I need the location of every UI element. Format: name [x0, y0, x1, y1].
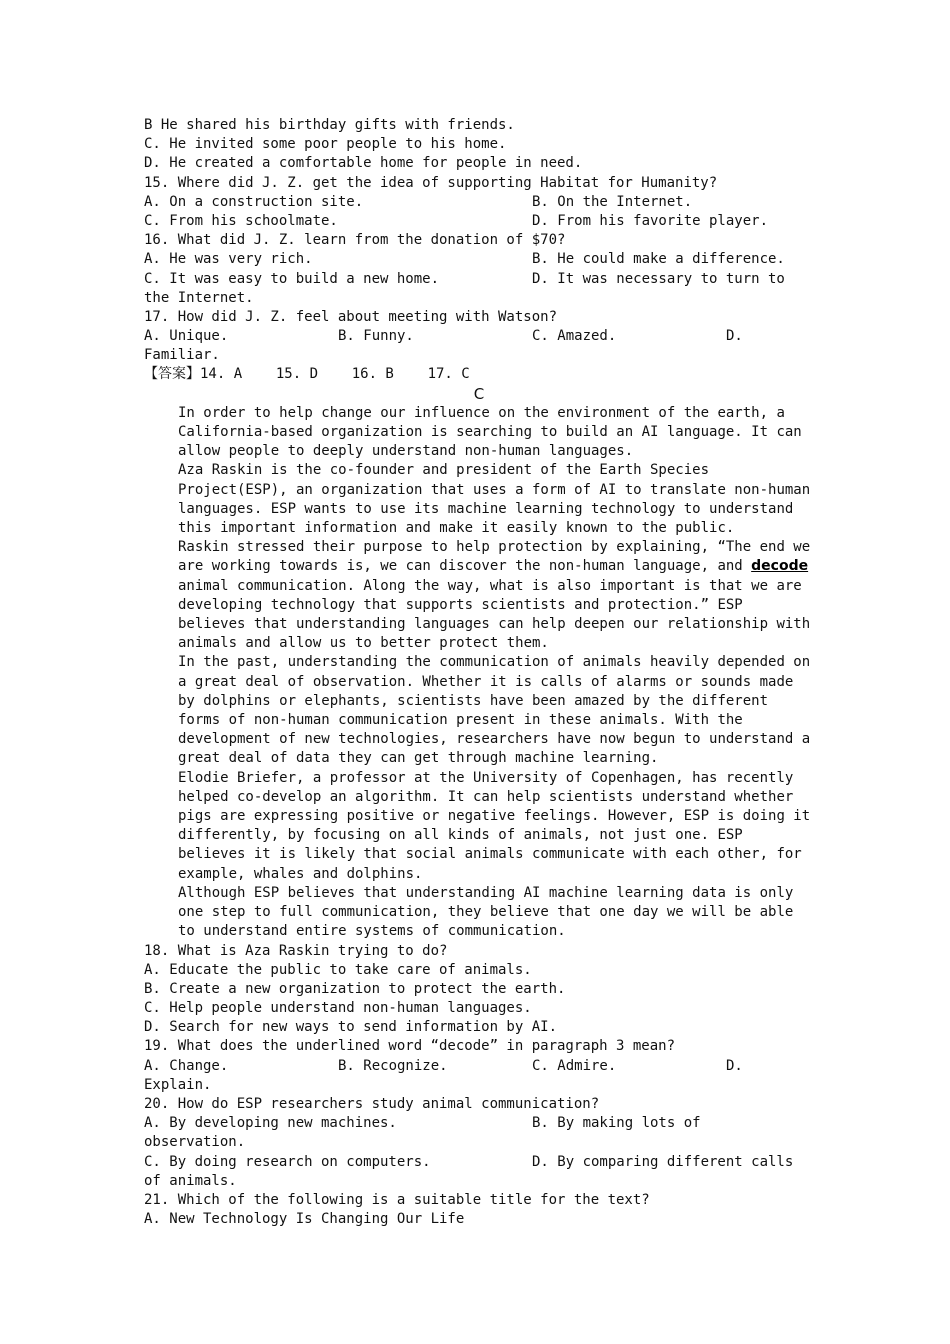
q20-options-row-2 [144, 1153, 814, 1172]
q17-option-b: B. Funny. [338, 328, 414, 345]
passage-paragraph-2: Aza Raskin is the co-founder and president of the Earth Species Project(ESP), an organization that uses a form of AI to translate non-human languages. ESP wants to use its machine learning technology to understand this important information and make it easily known to the public. [178, 462, 811, 537]
q18-option-d: D. Search for new ways to send information by AI. [144, 1019, 558, 1036]
q18-option-b: B. Create a new organization to protect the earth. [144, 980, 566, 997]
passage-paragraph-3 [144, 538, 814, 653]
q20-options-row-1 [144, 1114, 814, 1133]
passage-paragraph-4: In the past, understanding the communication of animals heavily depended on a great deal of observation. Whether it is calls of alarms or sounds made by dolphins or elephants, scientists have been amazed by the different forms of non-human communication present in these animals. With the development of new technologies, researchers have now begun to understand a great deal of data they can get through machine learning. [178, 654, 811, 767]
passage-paragraph-5: Elodie Briefer, a professor at the University of Copenhagen, has recently helped co-develop an algorithm. It can help scientists understand whether pigs are expressing positive or negative feelings. However, ESP is doing it differently, by focusing on all kinds of animals, not just one. ESP believes it is likely that social animals communicate with each other, for example, whales and dolphins. [178, 769, 811, 882]
q15-stem: 15. Where did J. Z. get the idea of supporting Habitat for Humanity? [144, 174, 718, 191]
q19-option-d: D. [726, 1057, 743, 1074]
passage-paragraph-1: In order to help change our influence on the environment of the earth, a California-based organization is searching to build an AI language. It can allow people to deeply understand non-human languages. [178, 404, 802, 460]
q16-option-d-continued: the Internet. [144, 289, 254, 306]
underlined-word-decode: decode [751, 558, 809, 575]
q18-stem: 18. What is Aza Raskin trying to do? [144, 942, 448, 959]
q20-stem: 20. How do ESP researchers study animal communication? [144, 1096, 600, 1112]
q20-option-a: A. By developing new machines. [144, 1115, 397, 1132]
q17-options-row [144, 327, 814, 346]
q16-options-row-2 [144, 270, 814, 289]
document-page [144, 116, 814, 1229]
q19-option-c: C. Admire. [532, 1057, 617, 1074]
q20-option-d-continued: of animals. [144, 1172, 237, 1189]
q17-option-c: C. Amazed. [532, 328, 617, 345]
q19-option-a: A. Change. [144, 1057, 229, 1074]
q20-option-b-continued: observation. [144, 1134, 246, 1151]
q16-option-d: D. It was necessary to turn to [532, 270, 785, 287]
q16-options-row-1 [144, 250, 814, 269]
q14-option-c: C. He invited some poor people to his home. [144, 136, 507, 153]
q15-option-a: A. On a construction site. [144, 193, 364, 210]
q16-option-a: A. He was very rich. [144, 251, 313, 268]
q15-option-c: C. From his schoolmate. [144, 212, 338, 229]
q20-option-d: D. By comparing different calls [532, 1153, 794, 1170]
q15-options-row-1 [144, 193, 814, 212]
q17-option-d: D. [726, 328, 743, 345]
answer-key: 【答案】14. A 15. D 16. B 17. C [144, 366, 470, 383]
q15-option-b: B. On the Internet. [532, 193, 693, 210]
q14-option-d: D. He created a comfortable home for people in need. [144, 155, 583, 172]
q15-option-d: D. From his favorite player. [532, 212, 769, 229]
q20-option-b: B. By making lots of [532, 1115, 701, 1132]
q16-stem: 16. What did J. Z. learn from the donation of $70? [144, 232, 566, 249]
q17-option-a: A. Unique. [144, 328, 229, 345]
q21-stem: 21. Which of the following is a suitable title for the text? [144, 1191, 650, 1208]
paragraph-3-text-after: animal communication. Along the way, what is also important is that we are developing technology that supports scientists and protection.” ESP believes that understanding languages can help deepen our relationship with animals and allow us to better protect them. [178, 577, 811, 652]
q18-option-a: A. Educate the public to take care of animals. [144, 961, 532, 978]
q19-stem: 19. What does the underlined word “decode” in paragraph 3 mean? [144, 1038, 676, 1055]
q17-stem: 17. How did J. Z. feel about meeting with Watson? [144, 308, 558, 325]
q19-options-row [144, 1057, 814, 1076]
q19-option-d-continued: Explain. [144, 1076, 212, 1093]
q18-option-c: C. Help people understand non-human languages. [144, 1000, 532, 1017]
paragraph-3-text-before: Raskin stressed their purpose to help protection by explaining, “The end we are working towards is, we can discover the non-human language, and [178, 539, 811, 575]
q14-option-b: B He shared his birthday gifts with friends. [144, 117, 515, 133]
section-heading-c: C [473, 384, 485, 403]
passage-paragraph-6: Although ESP believes that understanding AI machine learning data is only one step to full communication, they believe that one day we will be able to understand entire systems of communication. [178, 884, 794, 940]
q21-option-a: A. New Technology Is Changing Our Life [144, 1211, 465, 1228]
q15-options-row-2 [144, 212, 814, 231]
q16-option-c: C. It was easy to build a new home. [144, 270, 440, 287]
q17-option-d-continued: Familiar. [144, 347, 220, 364]
q16-option-b: B. He could make a difference. [532, 251, 785, 268]
q19-option-b: B. Recognize. [338, 1057, 448, 1074]
q20-option-c: C. By doing research on computers. [144, 1153, 431, 1170]
